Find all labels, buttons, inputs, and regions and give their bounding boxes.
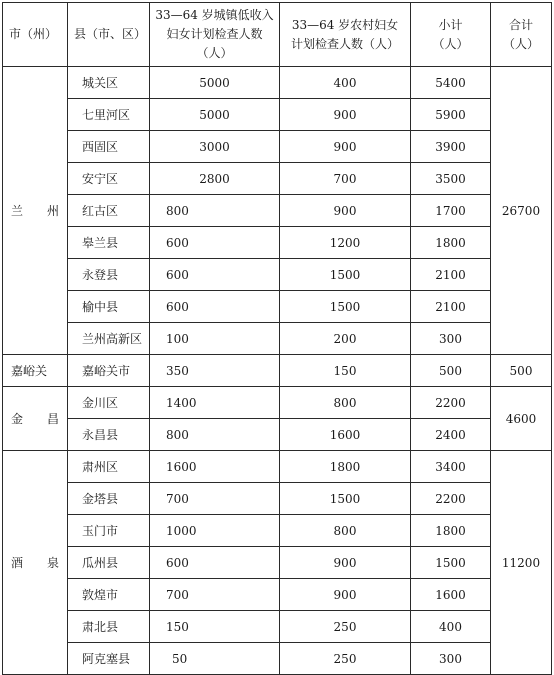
table-row	[3, 99, 552, 131]
table-row	[3, 579, 552, 611]
subtotal-cell: 2100	[411, 291, 491, 323]
subtotal-cell: 3500	[411, 163, 491, 195]
header-rural-line-2: 计划检查人数（人）	[290, 36, 399, 51]
rural-cell: 700	[280, 163, 411, 195]
city-name-part-1: 兰	[11, 203, 24, 218]
county-cell: 城关区	[68, 67, 150, 99]
city-cell-jiuquan	[3, 451, 68, 675]
county-cell: 肃北县	[68, 611, 150, 643]
header-city: 市（州）	[3, 3, 68, 67]
subtotal-cell: 300	[411, 323, 491, 355]
header-rural-line-1: 33—64 岁农村妇女	[291, 17, 399, 32]
subtotal-cell: 3400	[411, 451, 491, 483]
subtotal-cell: 1500	[411, 547, 491, 579]
table-row	[3, 163, 552, 195]
table-row	[3, 387, 552, 419]
table-header-row	[3, 3, 552, 67]
urban-cell: 600	[150, 291, 280, 323]
urban-cell: 800	[150, 419, 280, 451]
city-name-part-1: 金	[11, 411, 24, 426]
rural-cell: 900	[280, 99, 411, 131]
urban-cell: 600	[150, 227, 280, 259]
county-cell: 七里河区	[68, 99, 150, 131]
screening-plan-table	[2, 2, 552, 675]
subtotal-cell: 2400	[411, 419, 491, 451]
table-row	[3, 195, 552, 227]
county-cell: 金川区	[68, 387, 150, 419]
rural-cell: 900	[280, 547, 411, 579]
table-row	[3, 515, 552, 547]
table-row	[3, 355, 552, 387]
urban-cell: 700	[150, 579, 280, 611]
county-cell: 西固区	[68, 131, 150, 163]
rural-cell: 900	[280, 131, 411, 163]
total-cell-jiayuguan: 500	[491, 355, 552, 387]
table-row	[3, 643, 552, 675]
county-cell: 玉门市	[68, 515, 150, 547]
header-urban-line-1: 33—64 岁城镇低收入	[155, 8, 274, 22]
header-urban-line-2: 妇女计划检查人数	[166, 27, 263, 41]
header-subtotal-line-2: （人）	[432, 36, 469, 51]
header-total-line-1: 合计	[508, 17, 533, 32]
subtotal-cell: 400	[411, 611, 491, 643]
city-name-part-2: 州	[47, 203, 60, 218]
subtotal-cell: 1800	[411, 227, 491, 259]
county-cell: 肃州区	[68, 451, 150, 483]
table-row	[3, 227, 552, 259]
table-row	[3, 67, 552, 99]
header-total-line-2: （人）	[502, 36, 539, 51]
urban-cell: 2800	[150, 163, 280, 195]
subtotal-cell: 300	[411, 643, 491, 675]
urban-cell: 800	[150, 195, 280, 227]
urban-cell: 350	[150, 355, 280, 387]
city-cell-jinchang	[3, 387, 68, 451]
screening-plan-table-container	[2, 2, 552, 675]
subtotal-cell: 500	[411, 355, 491, 387]
urban-cell: 5000	[150, 67, 280, 99]
rural-cell: 150	[280, 355, 411, 387]
urban-cell: 5000	[150, 99, 280, 131]
county-cell: 嘉峪关市	[68, 355, 150, 387]
subtotal-cell: 2200	[411, 483, 491, 515]
header-rural	[280, 3, 411, 67]
county-cell: 皋兰县	[68, 227, 150, 259]
county-cell: 榆中县	[68, 291, 150, 323]
rural-cell: 1600	[280, 419, 411, 451]
subtotal-cell: 3900	[411, 131, 491, 163]
urban-cell: 1400	[150, 387, 280, 419]
header-urban-line-3: （人）	[196, 46, 233, 60]
city-name-part-2: 昌	[47, 411, 60, 426]
urban-cell: 600	[150, 547, 280, 579]
rural-cell: 800	[280, 387, 411, 419]
urban-cell: 700	[150, 483, 280, 515]
subtotal-cell: 1800	[411, 515, 491, 547]
county-cell: 金塔县	[68, 483, 150, 515]
total-cell-jinchang: 4600	[491, 387, 552, 451]
rural-cell: 400	[280, 67, 411, 99]
county-cell: 红古区	[68, 195, 150, 227]
table-row	[3, 259, 552, 291]
subtotal-cell: 5400	[411, 67, 491, 99]
total-cell-lanzhou: 26700	[491, 67, 552, 355]
rural-cell: 1500	[280, 259, 411, 291]
subtotal-cell: 2200	[411, 387, 491, 419]
county-cell: 敦煌市	[68, 579, 150, 611]
table-row	[3, 451, 552, 483]
table-row	[3, 291, 552, 323]
rural-cell: 250	[280, 611, 411, 643]
header-urban	[150, 3, 280, 67]
subtotal-cell: 5900	[411, 99, 491, 131]
urban-cell: 100	[150, 323, 280, 355]
header-subtotal-line-1: 小计	[438, 17, 463, 32]
table-row	[3, 131, 552, 163]
county-cell: 瓜州县	[68, 547, 150, 579]
table-row	[3, 547, 552, 579]
subtotal-cell: 1600	[411, 579, 491, 611]
county-cell: 永登县	[68, 259, 150, 291]
rural-cell: 900	[280, 579, 411, 611]
table-row	[3, 611, 552, 643]
county-cell: 安宁区	[68, 163, 150, 195]
rural-cell: 1800	[280, 451, 411, 483]
rural-cell: 900	[280, 195, 411, 227]
urban-cell: 50	[150, 643, 280, 675]
urban-cell: 3000	[150, 131, 280, 163]
city-cell-jiayuguan: 嘉峪关	[3, 355, 68, 387]
rural-cell: 1500	[280, 483, 411, 515]
county-cell: 兰州高新区	[68, 323, 150, 355]
rural-cell: 250	[280, 643, 411, 675]
rural-cell: 800	[280, 515, 411, 547]
rural-cell: 200	[280, 323, 411, 355]
header-county: 县（市、区）	[68, 3, 150, 67]
subtotal-cell: 1700	[411, 195, 491, 227]
total-cell-jiuquan: 11200	[491, 451, 552, 675]
urban-cell: 150	[150, 611, 280, 643]
city-name-part-2: 泉	[47, 555, 60, 570]
header-total	[491, 3, 552, 67]
urban-cell: 1600	[150, 451, 280, 483]
rural-cell: 1500	[280, 291, 411, 323]
table-row	[3, 323, 552, 355]
header-subtotal	[411, 3, 491, 67]
county-cell: 阿克塞县	[68, 643, 150, 675]
urban-cell: 600	[150, 259, 280, 291]
subtotal-cell: 2100	[411, 259, 491, 291]
urban-cell: 1000	[150, 515, 280, 547]
table-row	[3, 419, 552, 451]
city-name-part-1: 酒	[11, 555, 24, 570]
county-cell: 永昌县	[68, 419, 150, 451]
city-cell-lanzhou	[3, 67, 68, 355]
table-row	[3, 483, 552, 515]
rural-cell: 1200	[280, 227, 411, 259]
